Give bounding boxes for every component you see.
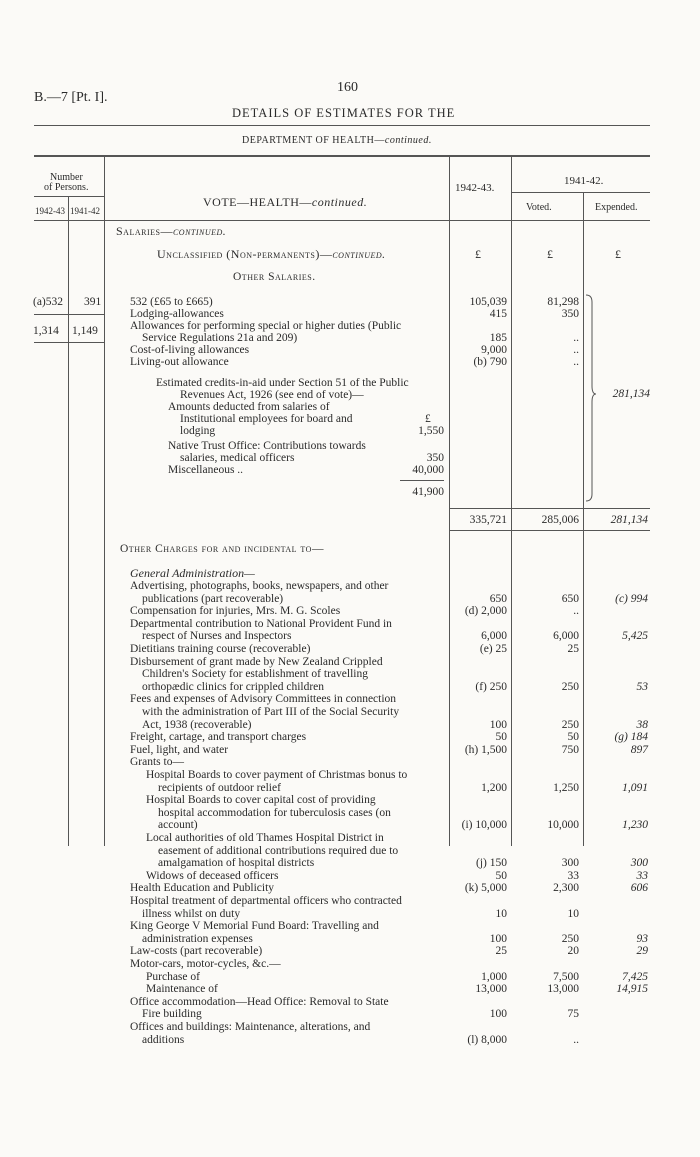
salary-totals-bottom-rule <box>449 530 650 531</box>
charge-voted: 250 <box>561 932 579 945</box>
charge-voted: 300 <box>561 857 579 870</box>
salary-total-voted: 285,006 <box>541 514 579 526</box>
charge-label: hospital accommodation for tuberculosis cases (on <box>158 806 391 819</box>
charge-expended: 53 <box>636 680 648 693</box>
charge-expended: 1,091 <box>622 781 648 794</box>
charge-label: Health Education and Publicity <box>130 882 275 895</box>
salary-row-voted: 81,298 <box>547 296 579 308</box>
charge-label: publications (part recoverable) <box>142 592 284 605</box>
charge-label: Act, 1938 (recoverable) <box>142 718 252 731</box>
charge-label: additions <box>142 1033 185 1046</box>
credits-pound: £ <box>425 413 431 425</box>
charge-label: with the administration of Part III of the Social Security <box>142 706 400 718</box>
charge-label: Widows of deceased officers <box>146 869 279 882</box>
charge-label: Dietitians training course (recoverable) <box>130 643 311 655</box>
charge-label: Fees and expenses of Advisory Committees in connection <box>130 693 397 706</box>
charge-expended: 606 <box>630 882 648 895</box>
charge-voted: 250 <box>561 680 579 693</box>
salary-total-expended: 281,134 <box>610 514 648 526</box>
salary-row-label: 532 (£65 to £665) <box>130 296 213 308</box>
number-header: Number <box>50 172 83 183</box>
charge-label: recipients of outdoor relief <box>158 781 281 794</box>
charge-label: Local authorities of old Thames Hospital District in <box>146 832 384 844</box>
salary-row-voted: .. <box>573 344 579 356</box>
charge-expended: 38 <box>636 718 648 731</box>
credits-misc: Miscellaneous .. <box>168 464 244 476</box>
charge-expended: 300 <box>630 857 648 870</box>
previous-year-rule <box>511 192 650 193</box>
charge-estimate: 50 <box>495 869 507 882</box>
salaries-label: Salaries— <box>116 224 173 238</box>
persons-row-rule-2 <box>34 342 104 343</box>
charge-label: Offices and buildings: Maintenance, alterations, and <box>130 1021 371 1033</box>
charge-label: Fire building <box>142 1008 202 1021</box>
page-number: 160 <box>337 80 358 95</box>
charge-estimate: (f) 250 <box>475 680 507 693</box>
charge-estimate: (d) 2,000 <box>464 605 507 618</box>
salary-row-estimate: 185 <box>489 332 507 344</box>
charge-voted: 10 <box>567 907 579 920</box>
credits-amounts-3: lodging <box>180 425 216 437</box>
vote-title-continued: continued. <box>311 195 368 209</box>
charge-voted: 1,250 <box>553 781 579 794</box>
charge-voted: 7,500 <box>553 970 579 983</box>
salary-row-estimate: 9,000 <box>481 344 507 356</box>
charge-estimate: (k) 5,000 <box>464 882 507 895</box>
charge-estimate: 650 <box>489 592 507 605</box>
charge-estimate: 100 <box>489 1008 507 1021</box>
charge-label: amalgamation of hospital districts <box>158 857 315 870</box>
credits-native-1: Native Trust Office: Contributions towards <box>168 440 366 452</box>
charge-label: Grants to— <box>130 756 184 769</box>
charge-expended: 14,915 <box>616 983 648 996</box>
salary-row-estimate: (b) 790 <box>473 356 507 368</box>
credits-total: 41,900 <box>412 486 444 498</box>
charge-label: Hospital Boards to cover capital cost of providing <box>146 794 376 807</box>
charge-label: Purchase of <box>146 970 200 983</box>
salary-row-label: Lodging-allowances <box>130 308 224 320</box>
charge-expended: 1,230 <box>622 819 648 832</box>
vote-title <box>203 195 367 210</box>
expended-header: Expended. <box>595 202 638 213</box>
charge-label: Fuel, light, and water <box>130 743 229 756</box>
salaries-continued: continued. <box>172 224 227 238</box>
currency-estimate: £ <box>475 247 481 261</box>
charge-expended: 33 <box>636 869 648 882</box>
charge-estimate: (l) 8,000 <box>467 1033 507 1046</box>
previous-year-header: 1941-42. <box>564 175 604 187</box>
charge-label: King George V Memorial Fund Board: Travelling and <box>130 920 379 933</box>
charge-label: Office accommodation—Head Office: Removal to State <box>130 995 389 1008</box>
charge-expended: 897 <box>630 743 648 756</box>
charge-estimate: 10 <box>495 907 507 920</box>
charge-voted: 33 <box>567 869 579 882</box>
charge-label: Hospital Boards to cover payment of Christmas bonus to <box>146 769 408 781</box>
salary-row-estimate: 105,039 <box>469 296 507 308</box>
charge-label: account) <box>158 819 198 832</box>
persons-row-1-a: (a)532 <box>33 296 64 308</box>
charge-expended: 29 <box>636 945 648 958</box>
charge-estimate: 100 <box>489 718 507 731</box>
persons-year-divider <box>68 196 69 846</box>
charge-label: administration expenses <box>142 932 253 945</box>
charge-expended: (g) 184 <box>614 731 648 744</box>
salary-totals-top-rule <box>449 508 650 509</box>
charge-expended: 5,425 <box>622 630 648 643</box>
unclassified-label: Unclassified (Non-permanents)— <box>157 247 333 261</box>
persons-row-2-b: 1,149 <box>72 325 98 337</box>
charge-label: Law-costs (part recoverable) <box>130 945 263 958</box>
subtitle-main: DEPARTMENT OF HEALTH— <box>242 135 385 146</box>
persons-divider <box>104 156 105 846</box>
charge-expended: 93 <box>636 932 648 945</box>
other-salaries-heading: Other Salaries. <box>233 271 316 283</box>
charge-voted: 2,300 <box>553 882 579 895</box>
charge-label: Compensation for injuries, Mrs. M. G. Scoles <box>130 605 341 618</box>
charge-label: easement of additional contributions required due to <box>158 844 399 857</box>
credits-native-2: salaries, medical officers <box>180 452 295 464</box>
credits-amounts-1: Amounts deducted from salaries of <box>168 401 330 413</box>
persons-row-1-b: 391 <box>84 296 102 308</box>
charge-voted: 10,000 <box>547 819 579 832</box>
charge-label: Hospital treatment of departmental officers who contracted <box>130 895 402 907</box>
currency-expended: £ <box>615 247 621 261</box>
charge-voted: 25 <box>567 643 579 655</box>
charge-estimate: 1,200 <box>481 781 507 794</box>
persons-row-rule <box>34 314 104 315</box>
charge-expended: (c) 994 <box>615 592 648 605</box>
of-persons-header: of Persons. <box>44 182 89 193</box>
persons-row-2-a: 1,314 <box>33 325 59 337</box>
charge-estimate: (i) 10,000 <box>461 819 507 832</box>
salary-row-label: Allowances for performing special or higher duties (Public <box>130 320 402 332</box>
charge-voted: 13,000 <box>547 983 579 996</box>
voted-header: Voted. <box>526 202 552 213</box>
salary-row-estimate: 415 <box>489 308 507 320</box>
credits-heading-1: Estimated credits-in-aid under Section 51 of the Public <box>156 377 409 389</box>
charge-label: Children's Society for establishment of travelling <box>142 668 368 681</box>
estimate-year-header: 1942-43. <box>455 182 495 194</box>
expended-bracket <box>584 294 596 502</box>
persons-year-b: 1941-42 <box>70 206 100 216</box>
salary-total-estimate: 335,721 <box>469 514 507 526</box>
charge-voted: .. <box>573 605 579 618</box>
bracket-icon <box>584 294 596 502</box>
unclassified-heading <box>157 247 386 262</box>
salary-row-label: Living-out allowance <box>130 356 229 368</box>
charge-estimate: 25 <box>495 945 507 958</box>
salary-row-voted: .. <box>573 332 579 344</box>
charge-label: Advertising, photographs, books, newspapers, and other <box>130 580 389 592</box>
charge-voted: 750 <box>561 743 579 756</box>
persons-sub-rule <box>34 220 104 221</box>
charge-estimate: (h) 1,500 <box>464 743 507 756</box>
charge-label: Departmental contribution to National Provident Fund in <box>130 617 392 630</box>
credits-heading-2: Revenues Act, 1926 (see end of vote)— <box>180 389 364 401</box>
unclassified-continued: continued. <box>332 247 386 261</box>
charge-estimate: 13,000 <box>475 983 507 996</box>
charge-estimate: (j) 150 <box>476 857 507 870</box>
salary-row-label: Service Regulations 21a and 209) <box>142 332 298 344</box>
credits-amounts-2: Institutional employees for board and <box>180 413 353 425</box>
salaries-heading <box>116 224 226 239</box>
page-subtitle <box>242 135 432 146</box>
charge-label: Motor-cars, motor-cycles, &c.— <box>130 958 281 970</box>
charge-estimate: (e) 25 <box>479 643 507 655</box>
credits-native-value: 350 <box>426 452 444 464</box>
charge-label: orthopædic clinics for crippled children <box>142 680 325 693</box>
general-admin-heading: General Administration— <box>130 566 255 580</box>
salary-row-voted: 350 <box>561 308 579 320</box>
charge-label: respect of Nurses and Inspectors <box>142 630 292 643</box>
credits-misc-value: 40,000 <box>412 464 444 476</box>
other-charges-heading: Other Charges for and incidental to— <box>120 543 324 555</box>
persons-year-a: 1942-43 <box>35 206 65 216</box>
charge-expended: 7,425 <box>622 970 648 983</box>
salary-row-voted: .. <box>573 356 579 368</box>
charge-voted: 20 <box>567 945 579 958</box>
persons-header-rule <box>34 196 104 197</box>
charge-estimate: 6,000 <box>481 630 507 643</box>
page-title: DETAILS OF ESTIMATES FOR THE <box>232 106 456 120</box>
charge-label: Disbursement of grant made by New Zealand Crippled <box>130 655 383 668</box>
charge-voted: 75 <box>567 1008 579 1021</box>
salary-row-label: Cost-of-living allowances <box>130 344 250 356</box>
currency-voted: £ <box>547 247 553 261</box>
table-top-rule-2 <box>34 156 650 157</box>
title-rule <box>34 125 650 126</box>
charge-label: Freight, cartage, and transport charges <box>130 731 307 744</box>
charge-voted: 6,000 <box>553 630 579 643</box>
credits-total-rule <box>400 480 444 481</box>
charge-voted: 250 <box>561 718 579 731</box>
charge-label: illness whilst on duty <box>142 907 241 920</box>
credits-amounts-value: 1,550 <box>418 425 444 437</box>
charge-estimate: 50 <box>495 731 507 744</box>
subtitle-continued: continued. <box>384 135 432 146</box>
charge-estimate: 1,000 <box>481 970 507 983</box>
charge-label: Maintenance of <box>146 983 218 996</box>
charge-estimate: 100 <box>489 932 507 945</box>
bracket-expended-value: 281,134 <box>612 388 650 400</box>
charge-voted: .. <box>573 1033 579 1046</box>
header-bottom-rule <box>104 220 650 221</box>
charge-voted: 50 <box>567 731 579 744</box>
charge-voted: 650 <box>561 592 579 605</box>
vote-title-main: VOTE—HEALTH— <box>203 195 312 209</box>
document-reference: B.—7 [Pt. I]. <box>34 90 108 105</box>
